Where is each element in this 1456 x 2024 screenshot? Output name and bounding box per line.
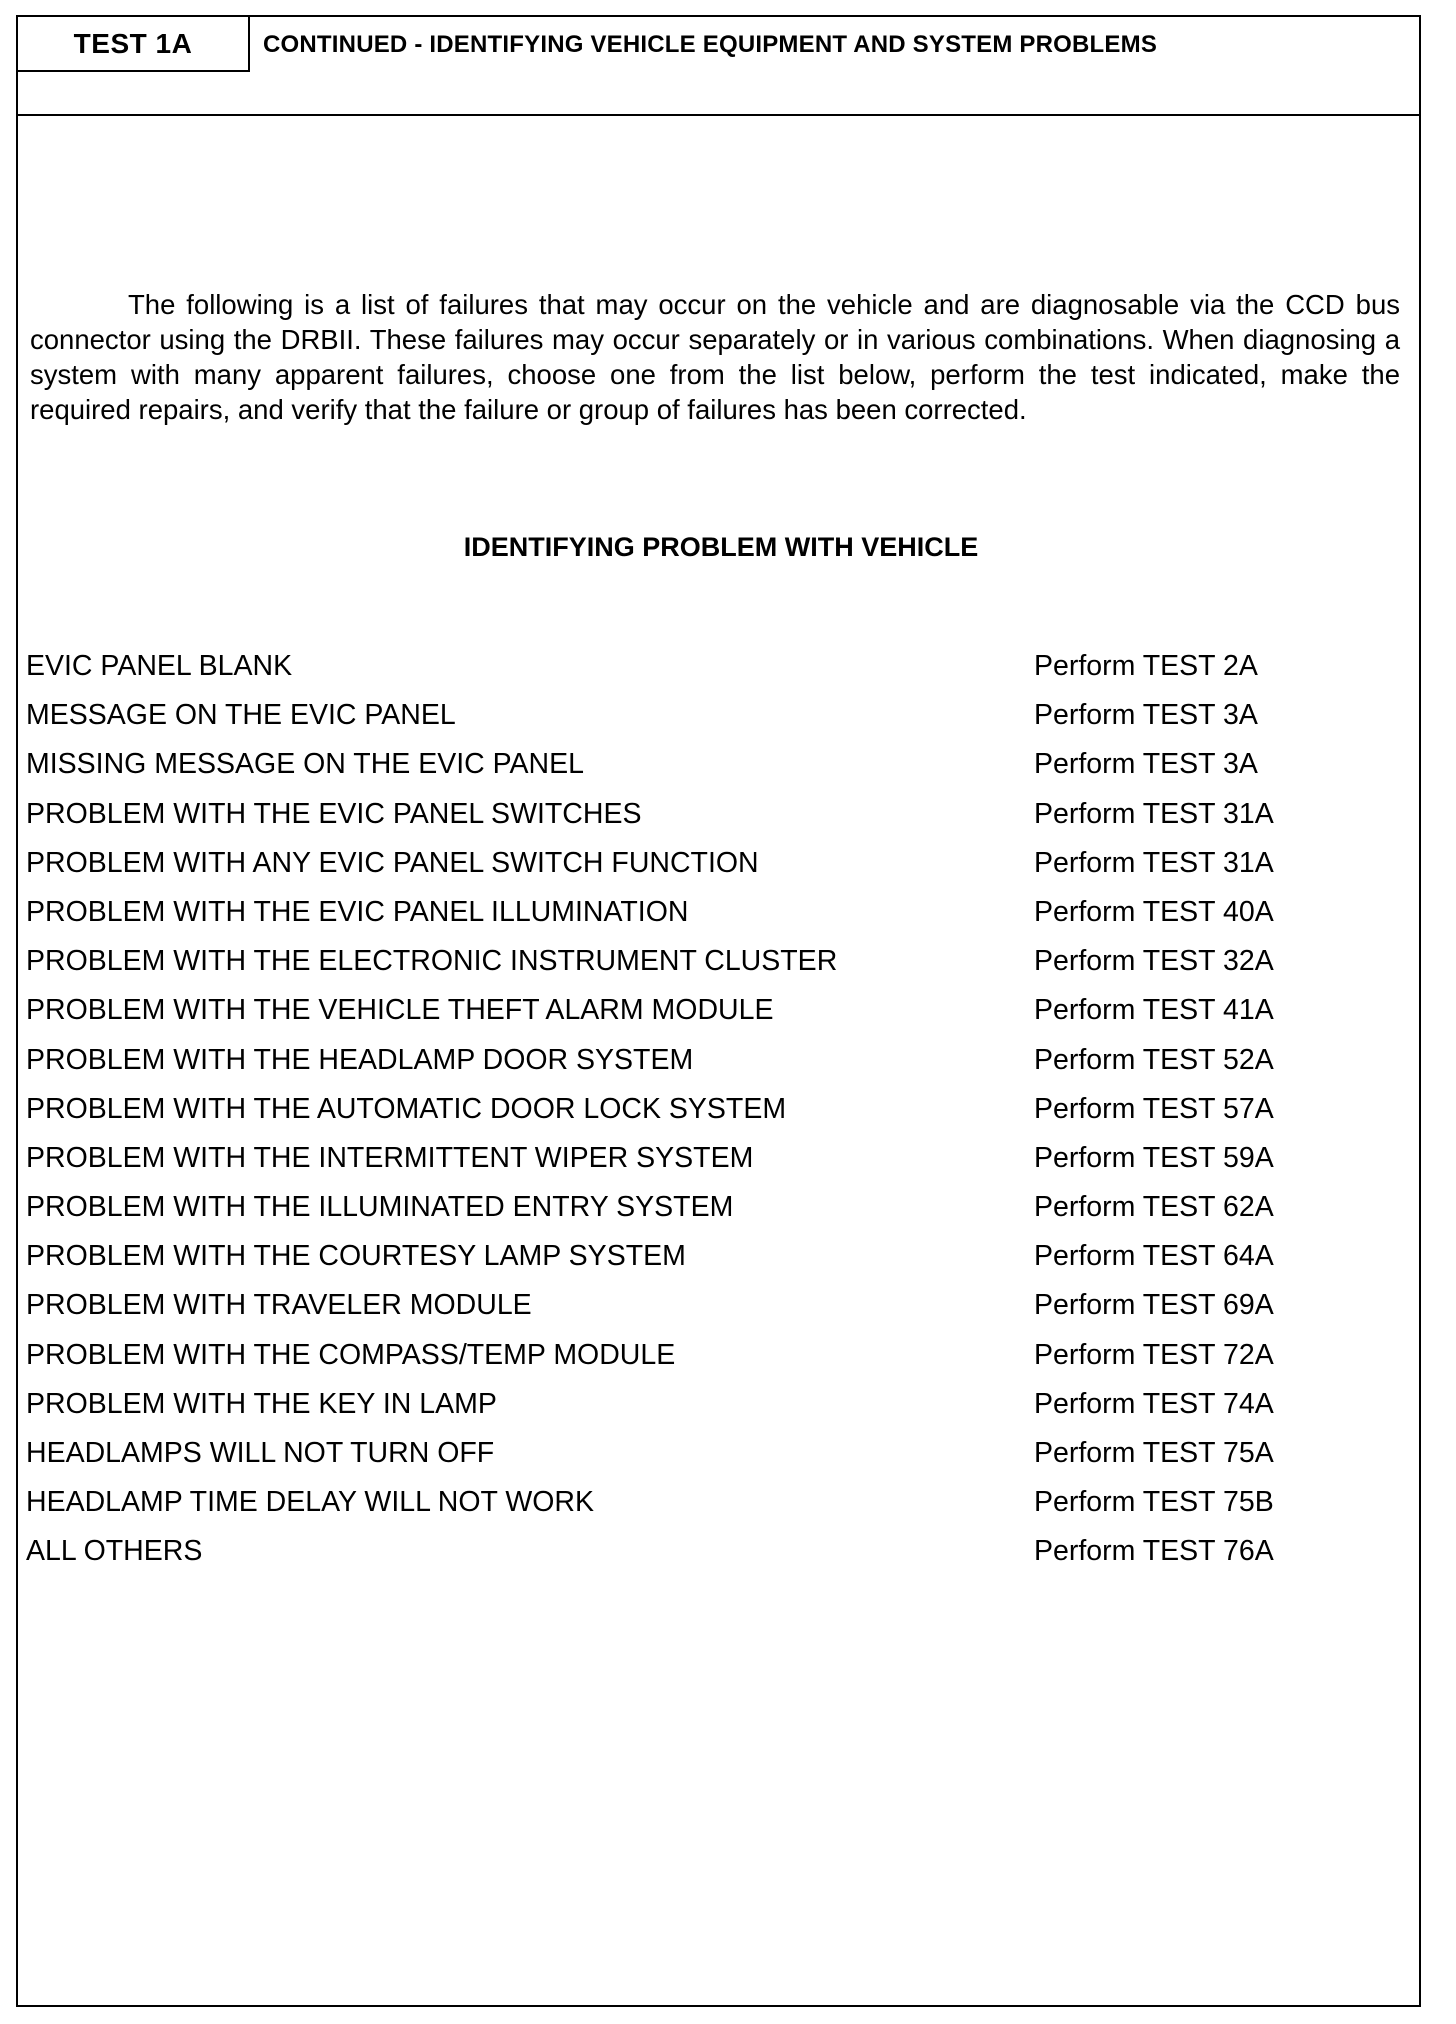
problem-action: Perform TEST 76A xyxy=(1034,1535,1274,1568)
problem-row xyxy=(26,1183,1326,1232)
problem-row xyxy=(26,839,1326,888)
problem-row xyxy=(26,1527,1326,1576)
problem-action: Perform TEST 32A xyxy=(1034,945,1274,978)
problem-label: MISSING MESSAGE ON THE EVIC PANEL xyxy=(26,748,584,781)
problem-label: HEADLAMP TIME DELAY WILL NOT WORK xyxy=(26,1486,595,1519)
problem-action: Perform TEST 69A xyxy=(1034,1289,1274,1322)
test-id: TEST 1A xyxy=(73,27,193,59)
problem-action: Perform TEST 3A xyxy=(1034,699,1258,732)
problem-action: Perform TEST 64A xyxy=(1034,1240,1274,1273)
header-title: CONTINUED - IDENTIFYING VEHICLE EQUIPMENT AND SYSTEM PROBLEMS xyxy=(263,30,1158,58)
problem-row xyxy=(26,1134,1326,1183)
problem-label: EVIC PANEL BLANK xyxy=(26,650,293,682)
problem-row xyxy=(26,1429,1326,1478)
problem-label: HEADLAMPS WILL NOT TURN OFF xyxy=(26,1437,495,1469)
problem-action: Perform TEST 75A xyxy=(1034,1437,1274,1469)
problem-action: Perform TEST 2A xyxy=(1034,650,1258,682)
problem-action: Perform TEST 74A xyxy=(1034,1387,1274,1420)
problem-label: PROBLEM WITH THE EVIC PANEL SWITCHES xyxy=(26,797,642,830)
problem-row xyxy=(26,691,1326,740)
page-frame xyxy=(16,15,1421,2007)
problem-action: Perform TEST 31A xyxy=(1034,846,1274,879)
problem-row xyxy=(26,888,1326,937)
problem-row xyxy=(26,986,1326,1035)
problem-label: PROBLEM WITH ANY EVIC PANEL SWITCH FUNCTION xyxy=(26,846,759,879)
problem-row xyxy=(26,642,1326,691)
problem-label: PROBLEM WITH THE HEADLAMP DOOR SYSTEM xyxy=(26,1043,694,1076)
problem-row xyxy=(26,1036,1326,1085)
problem-action: Perform TEST 62A xyxy=(1034,1191,1274,1224)
problem-action: Perform TEST 72A xyxy=(1034,1338,1274,1371)
problem-label: PROBLEM WITH THE VEHICLE THEFT ALARM MODULE xyxy=(26,994,774,1027)
problem-action: Perform TEST 75B xyxy=(1034,1486,1274,1519)
problem-label: PROBLEM WITH THE COMPASS/TEMP MODULE xyxy=(26,1338,676,1371)
problem-row xyxy=(26,790,1326,839)
problem-label: PROBLEM WITH THE EVIC PANEL ILLUMINATION xyxy=(26,895,689,928)
problem-label: PROBLEM WITH TRAVELER MODULE xyxy=(26,1289,532,1322)
problem-label: PROBLEM WITH THE ELECTRONIC INSTRUMENT CLUSTER xyxy=(26,945,838,978)
problem-row xyxy=(26,1478,1326,1527)
problem-row xyxy=(26,1232,1326,1281)
problem-row xyxy=(26,937,1326,986)
problem-label: MESSAGE ON THE EVIC PANEL xyxy=(26,699,456,732)
problem-action: Perform TEST 59A xyxy=(1034,1141,1274,1174)
problem-row xyxy=(26,1085,1326,1134)
problem-action: Perform TEST 57A xyxy=(1034,1092,1274,1125)
problem-action: Perform TEST 40A xyxy=(1034,895,1274,928)
problem-row xyxy=(26,1281,1326,1330)
problem-label: PROBLEM WITH THE COURTESY LAMP SYSTEM xyxy=(26,1240,686,1273)
problem-label: PROBLEM WITH THE ILLUMINATED ENTRY SYSTEM xyxy=(26,1191,734,1224)
problem-action: Perform TEST 41A xyxy=(1034,994,1274,1027)
problem-label: PROBLEM WITH THE INTERMITTENT WIPER SYSTEM xyxy=(26,1141,754,1174)
problem-action: Perform TEST 52A xyxy=(1034,1043,1274,1076)
test-id-box xyxy=(18,17,250,72)
problem-list xyxy=(26,642,1326,1577)
problem-row xyxy=(26,740,1326,789)
problem-action: Perform TEST 3A xyxy=(1034,748,1258,781)
problem-label: PROBLEM WITH THE KEY IN LAMP xyxy=(26,1387,497,1420)
section-heading: IDENTIFYING PROBLEM WITH VEHICLE xyxy=(463,532,979,562)
problem-label: ALL OTHERS xyxy=(26,1535,203,1568)
problem-label: PROBLEM WITH THE AUTOMATIC DOOR LOCK SYSTEM xyxy=(26,1092,787,1125)
problem-row xyxy=(26,1380,1326,1429)
problem-row xyxy=(26,1331,1326,1380)
header-band xyxy=(18,17,1419,116)
problem-action: Perform TEST 31A xyxy=(1034,797,1274,830)
intro-paragraph: The following is a list of failures that may occur on the vehicle and are diagnosable via the CCD bus connector using the DRBII. These failures may occur separately or in various combinations. When diagnosing a system with many apparent failures, choose one from the list below, perform the test indicated, make the required repairs, and verify that the failure or group of failures has been corrected. xyxy=(30,289,1400,425)
